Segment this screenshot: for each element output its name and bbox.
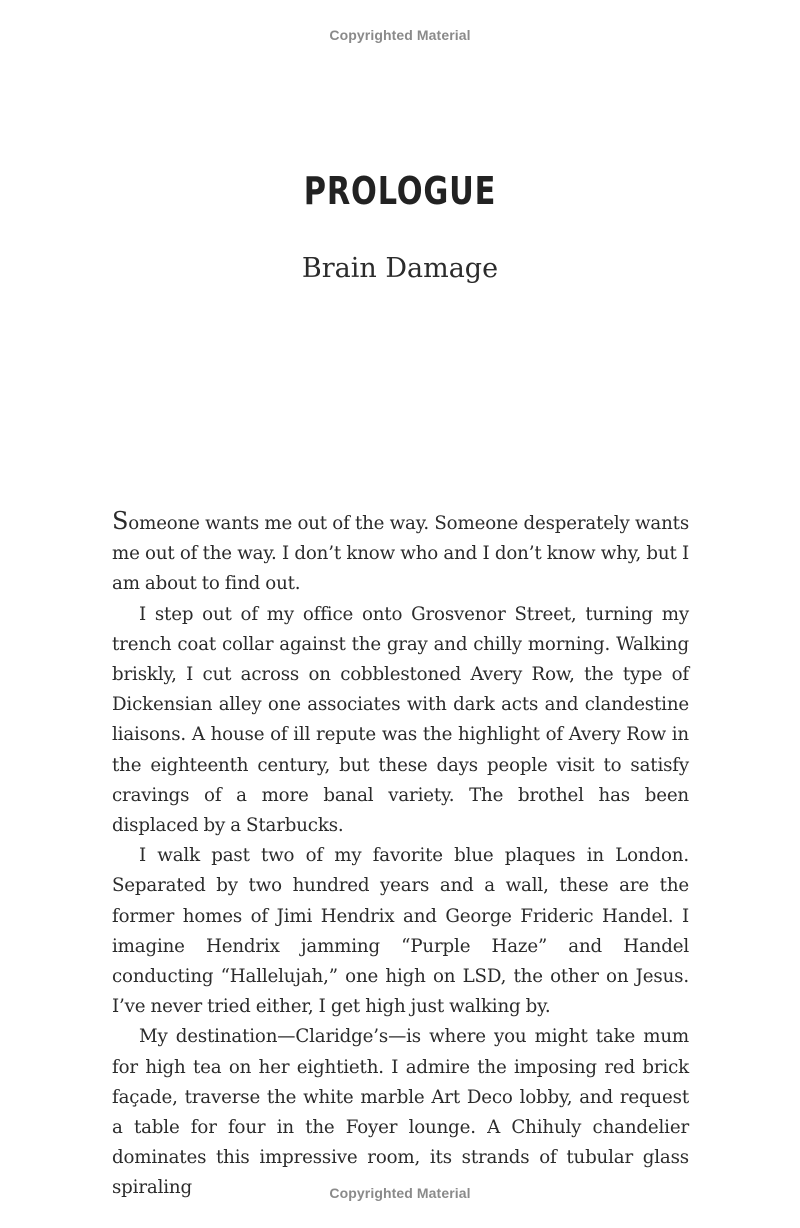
paragraph: I step out of my office onto Grosvenor Street, turning my trench coat collar against the gray and chilly morning. Walking briskly, I cut across on cobblestoned Avery Row, the type of Dickensian alley one associates with dark acts and clandestine liaisons. A house of ill repute was the highlight of Avery Row in the eighteenth century, but these days people visit to satisfy cravings of a more banal variety. The brothel has been displaced by a Starbucks. <box>112 603 689 837</box>
chapter-title: Brain Damage <box>301 253 499 284</box>
paragraph: Someone wants me out of the way. Someone desperately wants me out of the way. I don’t know who and I don’t know why, but I am about to find out. <box>112 507 689 595</box>
body-text <box>112 506 689 1204</box>
paragraph: My destination—Claridge’s—is where you might take mum for high tea on her eightieth. I admire the imposing red brick façade, traverse the white marble Art Deco lobby, and request a table for four in the Foyer lounge. A Chihuly chandelier dominates this impressive room, its strands of tubular glass spiraling <box>112 1026 689 1199</box>
copyright-watermark-top: Copyrighted Material <box>329 27 471 43</box>
paragraph: I walk past two of my favorite blue plaques in London. Separated by two hundred years and a wall, these are the former homes of Jimi Hendrix and George Frideric Handel. I imagine Hendrix jamming “Purple Haze” and Handel conducting “Hallelujah,” one high on LSD, the other on Jesus. I’ve never tried either, I get high just walking by. <box>112 845 689 1018</box>
chapter-label: PROLOGUE <box>303 169 497 213</box>
copyright-watermark-bottom: Copyrighted Material <box>329 1185 471 1201</box>
